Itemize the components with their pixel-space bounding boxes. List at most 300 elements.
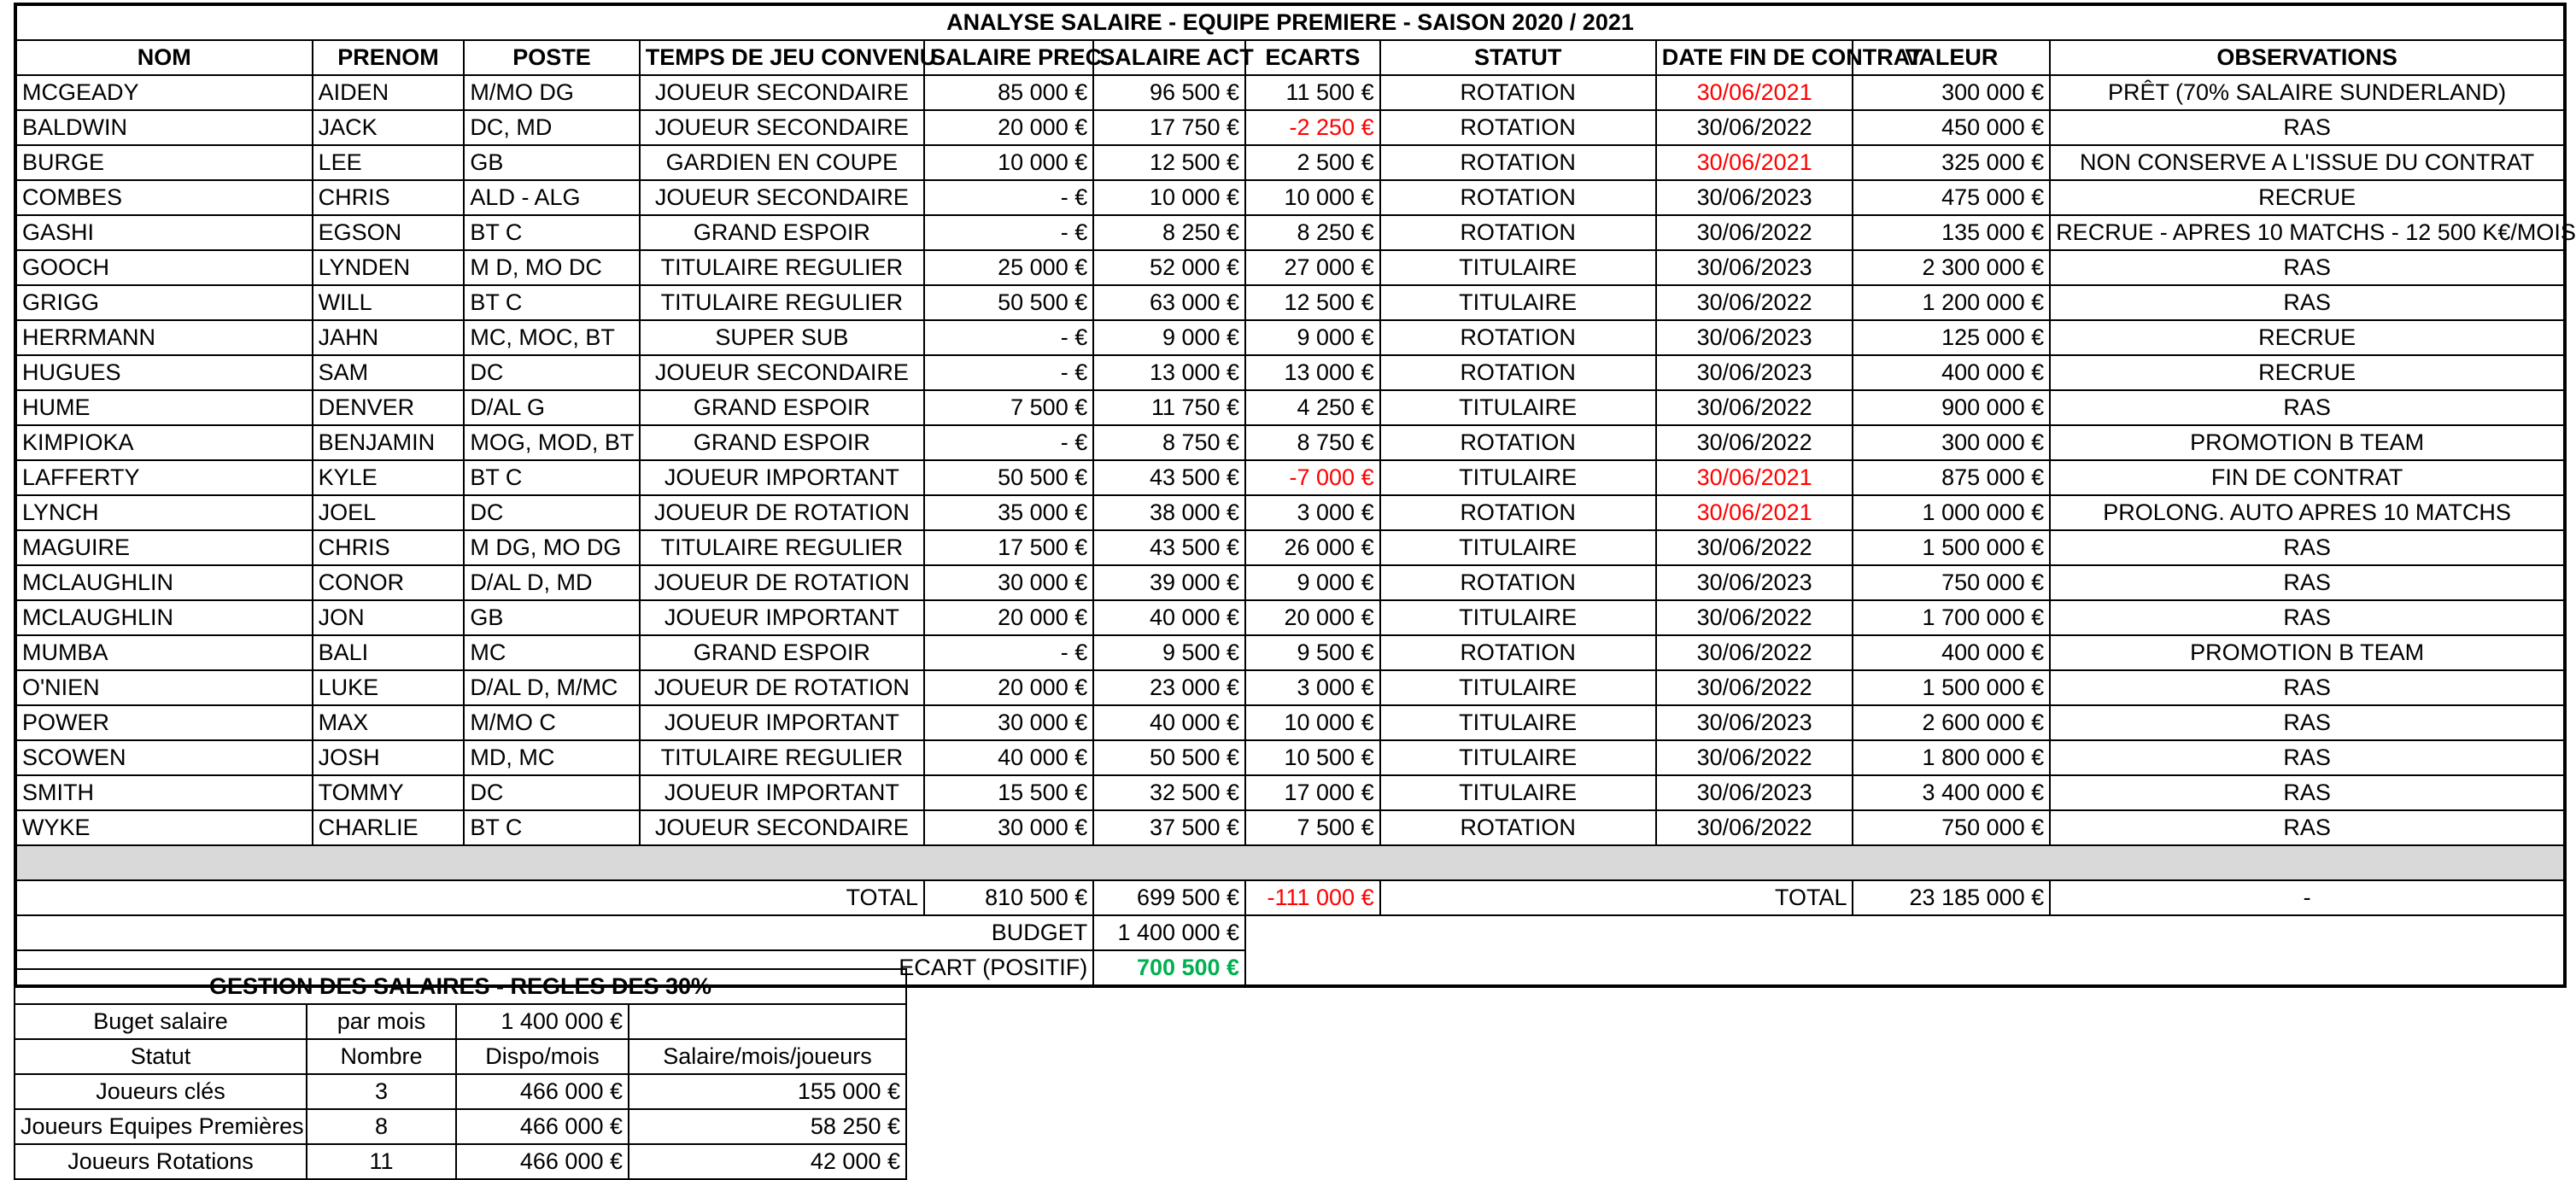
cell-temps-de-jeu: GRAND ESPOIR xyxy=(640,215,924,250)
header-observations: OBSERVATIONS xyxy=(2050,40,2565,75)
cell-observations: RAS xyxy=(2050,775,2565,810)
cell-valeur: 2 300 000 € xyxy=(1853,250,2050,285)
cell-poste: MC, MOC, BT xyxy=(464,320,639,355)
cell-statut: ROTATION xyxy=(1380,145,1656,180)
cell-poste: GB xyxy=(464,145,639,180)
cell-statut: ROTATION xyxy=(1380,495,1656,530)
management-title: GESTION DES SALAIRES - REGLES DES 30% xyxy=(15,969,906,1004)
management-budget-value: 1 400 000 € xyxy=(456,1004,629,1039)
cell-ecart: 10 500 € xyxy=(1245,740,1380,775)
cell-salaire-act: 23 000 € xyxy=(1093,670,1245,705)
cell-valeur: 325 000 € xyxy=(1853,145,2050,180)
cell-temps-de-jeu: TITULAIRE REGULIER xyxy=(640,740,924,775)
cell-statut: TITULAIRE xyxy=(1380,705,1656,740)
cell-salaire-act: 11 750 € xyxy=(1093,390,1245,425)
cell-prenom: CHRIS xyxy=(313,530,465,565)
cell-poste: M D, MO DC xyxy=(464,250,639,285)
cell-observations: RECRUE xyxy=(2050,320,2565,355)
cell-observations: PRÊT (70% SALAIRE SUNDERLAND) xyxy=(2050,75,2565,110)
cell-temps-de-jeu: JOUEUR IMPORTANT xyxy=(640,600,924,635)
cell-poste: MOG, MOD, BT xyxy=(464,425,639,460)
cell-prenom: CONOR xyxy=(313,565,465,600)
mgmt-cell-dispo: 466 000 € xyxy=(456,1074,629,1109)
ecart-positif-label: ECART (POSITIF) xyxy=(15,950,1093,986)
cell-valeur: 400 000 € xyxy=(1853,355,2050,390)
cell-prenom: KYLE xyxy=(313,460,465,495)
cell-salaire-act: 96 500 € xyxy=(1093,75,1245,110)
cell-salaire-prec: 10 000 € xyxy=(924,145,1093,180)
cell-prenom: JAHN xyxy=(313,320,465,355)
cell-observations: RAS xyxy=(2050,285,2565,320)
cell-salaire-act: 43 500 € xyxy=(1093,530,1245,565)
cell-poste: D/AL G xyxy=(464,390,639,425)
cell-salaire-act: 38 000 € xyxy=(1093,495,1245,530)
cell-prenom: LYNDEN xyxy=(313,250,465,285)
table-row xyxy=(15,250,2565,285)
cell-ecart: 11 500 € xyxy=(1245,75,1380,110)
cell-prenom: BENJAMIN xyxy=(313,425,465,460)
cell-salaire-act: 13 000 € xyxy=(1093,355,1245,390)
mgmt-cell-statut: Joueurs Equipes Premières xyxy=(15,1109,307,1144)
cell-observations: RAS xyxy=(2050,565,2565,600)
cell-date-fin: 30/06/2023 xyxy=(1656,775,1853,810)
cell-statut: TITULAIRE xyxy=(1380,530,1656,565)
cell-statut: TITULAIRE xyxy=(1380,460,1656,495)
cell-prenom: CHRIS xyxy=(313,180,465,215)
cell-ecart: -2 250 € xyxy=(1245,110,1380,145)
cell-ecart: 10 000 € xyxy=(1245,705,1380,740)
cell-salaire-prec: - € xyxy=(924,635,1093,670)
cell-salaire-prec: 30 000 € xyxy=(924,705,1093,740)
cell-temps-de-jeu: SUPER SUB xyxy=(640,320,924,355)
cell-prenom: TOMMY xyxy=(313,775,465,810)
cell-salaire-prec: 30 000 € xyxy=(924,565,1093,600)
cell-date-fin: 30/06/2023 xyxy=(1656,565,1853,600)
cell-prenom: JACK xyxy=(313,110,465,145)
cell-statut: ROTATION xyxy=(1380,180,1656,215)
mgmt-cell-dispo: 466 000 € xyxy=(456,1109,629,1144)
total-valeur-label: TOTAL xyxy=(1380,880,1853,915)
cell-date-fin: 30/06/2022 xyxy=(1656,425,1853,460)
cell-ecart: 9 000 € xyxy=(1245,565,1380,600)
cell-ecart: 26 000 € xyxy=(1245,530,1380,565)
cell-prenom: WILL xyxy=(313,285,465,320)
cell-date-fin: 30/06/2022 xyxy=(1656,740,1853,775)
budget-empty-area xyxy=(1245,915,2565,986)
table-row xyxy=(15,75,2565,110)
cell-statut: TITULAIRE xyxy=(1380,250,1656,285)
cell-prenom: SAM xyxy=(313,355,465,390)
mgmt-cell-statut: Joueurs Rotations xyxy=(15,1144,307,1179)
cell-nom: HERRMANN xyxy=(15,320,313,355)
cell-salaire-act: 37 500 € xyxy=(1093,810,1245,845)
cell-nom: KIMPIOKA xyxy=(15,425,313,460)
total-salaire-act: 699 500 € xyxy=(1093,880,1245,915)
table-row xyxy=(15,740,2565,775)
cell-valeur: 1 200 000 € xyxy=(1853,285,2050,320)
cell-nom: GOOCH xyxy=(15,250,313,285)
cell-poste: MC xyxy=(464,635,639,670)
cell-valeur: 300 000 € xyxy=(1853,75,2050,110)
cell-poste: D/AL D, M/MC xyxy=(464,670,639,705)
cell-temps-de-jeu: JOUEUR IMPORTANT xyxy=(640,460,924,495)
header-valeur: VALEUR xyxy=(1853,40,2050,75)
cell-valeur: 1 800 000 € xyxy=(1853,740,2050,775)
cell-salaire-prec: 50 500 € xyxy=(924,460,1093,495)
cell-date-fin: 30/06/2022 xyxy=(1656,670,1853,705)
cell-nom: BURGE xyxy=(15,145,313,180)
cell-observations: RAS xyxy=(2050,250,2565,285)
cell-observations: RAS xyxy=(2050,810,2565,845)
cell-salaire-act: 17 750 € xyxy=(1093,110,1245,145)
cell-date-fin: 30/06/2022 xyxy=(1656,635,1853,670)
header-row xyxy=(15,40,2565,75)
header-nom: NOM xyxy=(15,40,313,75)
total-observations: - xyxy=(2050,880,2565,915)
cell-salaire-prec: 17 500 € xyxy=(924,530,1093,565)
cell-valeur: 3 400 000 € xyxy=(1853,775,2050,810)
table-row xyxy=(15,425,2565,460)
cell-observations: PROLONG. AUTO APRES 10 MATCHS xyxy=(2050,495,2565,530)
separator-row xyxy=(15,845,2565,880)
cell-salaire-act: 8 250 € xyxy=(1093,215,1245,250)
table-row xyxy=(15,460,2565,495)
cell-temps-de-jeu: GRAND ESPOIR xyxy=(640,390,924,425)
table-row xyxy=(15,145,2565,180)
cell-ecart: 3 000 € xyxy=(1245,495,1380,530)
cell-temps-de-jeu: TITULAIRE REGULIER xyxy=(640,250,924,285)
table-row xyxy=(15,320,2565,355)
cell-date-fin: 30/06/2021 xyxy=(1656,145,1853,180)
table-row xyxy=(15,670,2565,705)
cell-ecart: 7 500 € xyxy=(1245,810,1380,845)
cell-nom: GRIGG xyxy=(15,285,313,320)
cell-poste: DC xyxy=(464,355,639,390)
cell-temps-de-jeu: GARDIEN EN COUPE xyxy=(640,145,924,180)
ecart-positif-value: 700 500 € xyxy=(1093,950,1245,986)
cell-nom: MCLAUGHLIN xyxy=(15,565,313,600)
total-label: TOTAL xyxy=(15,880,924,915)
table-row xyxy=(15,530,2565,565)
table-row xyxy=(15,775,2565,810)
cell-salaire-prec: 20 000 € xyxy=(924,110,1093,145)
cell-prenom: JON xyxy=(313,600,465,635)
cell-poste: M/MO DG xyxy=(464,75,639,110)
cell-ecart: 12 500 € xyxy=(1245,285,1380,320)
cell-observations: RAS xyxy=(2050,670,2565,705)
management-header-statut: Statut xyxy=(15,1039,307,1074)
cell-salaire-act: 10 000 € xyxy=(1093,180,1245,215)
cell-valeur: 1 500 000 € xyxy=(1853,670,2050,705)
table-row xyxy=(15,810,2565,845)
cell-observations: RAS xyxy=(2050,705,2565,740)
cell-valeur: 1 700 000 € xyxy=(1853,600,2050,635)
table-row xyxy=(15,390,2565,425)
table-row xyxy=(15,635,2565,670)
total-row xyxy=(15,880,2565,915)
cell-statut: ROTATION xyxy=(1380,810,1656,845)
cell-temps-de-jeu: TITULAIRE REGULIER xyxy=(640,285,924,320)
cell-salaire-act: 8 750 € xyxy=(1093,425,1245,460)
header-prenom: PRENOM xyxy=(313,40,465,75)
cell-salaire-prec: 35 000 € xyxy=(924,495,1093,530)
cell-salaire-prec: - € xyxy=(924,355,1093,390)
cell-valeur: 125 000 € xyxy=(1853,320,2050,355)
cell-statut: ROTATION xyxy=(1380,565,1656,600)
cell-observations: PROMOTION B TEAM xyxy=(2050,425,2565,460)
cell-nom: LAFFERTY xyxy=(15,460,313,495)
cell-salaire-act: 40 000 € xyxy=(1093,705,1245,740)
cell-date-fin: 30/06/2021 xyxy=(1656,75,1853,110)
cell-nom: WYKE xyxy=(15,810,313,845)
mgmt-cell-salaire: 58 250 € xyxy=(629,1109,906,1144)
cell-statut: TITULAIRE xyxy=(1380,775,1656,810)
table-row xyxy=(15,215,2565,250)
cell-prenom: BALI xyxy=(313,635,465,670)
cell-valeur: 750 000 € xyxy=(1853,565,2050,600)
cell-statut: TITULAIRE xyxy=(1380,390,1656,425)
cell-statut: ROTATION xyxy=(1380,75,1656,110)
cell-date-fin: 30/06/2023 xyxy=(1656,250,1853,285)
total-salaire-prec: 810 500 € xyxy=(924,880,1093,915)
mgmt-cell-salaire: 155 000 € xyxy=(629,1074,906,1109)
cell-valeur: 400 000 € xyxy=(1853,635,2050,670)
cell-observations: RECRUE xyxy=(2050,180,2565,215)
cell-valeur: 875 000 € xyxy=(1853,460,2050,495)
cell-temps-de-jeu: JOUEUR SECONDAIRE xyxy=(640,355,924,390)
cell-prenom: EGSON xyxy=(313,215,465,250)
cell-nom: HUGUES xyxy=(15,355,313,390)
cell-valeur: 1 000 000 € xyxy=(1853,495,2050,530)
cell-valeur: 450 000 € xyxy=(1853,110,2050,145)
management-header-dispo: Dispo/mois xyxy=(456,1039,629,1074)
cell-temps-de-jeu: JOUEUR IMPORTANT xyxy=(640,705,924,740)
cell-salaire-act: 52 000 € xyxy=(1093,250,1245,285)
cell-statut: ROTATION xyxy=(1380,320,1656,355)
header-statut: STATUT xyxy=(1380,40,1656,75)
cell-salaire-prec: 20 000 € xyxy=(924,670,1093,705)
cell-nom: MCLAUGHLIN xyxy=(15,600,313,635)
cell-statut: TITULAIRE xyxy=(1380,285,1656,320)
cell-salaire-act: 40 000 € xyxy=(1093,600,1245,635)
header-salaire-prec: SALAIRE PREC. xyxy=(924,40,1093,75)
cell-prenom: DENVER xyxy=(313,390,465,425)
management-row xyxy=(15,1074,906,1109)
cell-observations: PROMOTION B TEAM xyxy=(2050,635,2565,670)
cell-date-fin: 30/06/2021 xyxy=(1656,460,1853,495)
cell-ecart: 13 000 € xyxy=(1245,355,1380,390)
cell-ecart: 9 000 € xyxy=(1245,320,1380,355)
cell-statut: TITULAIRE xyxy=(1380,740,1656,775)
cell-nom: MAGUIRE xyxy=(15,530,313,565)
cell-salaire-prec: 40 000 € xyxy=(924,740,1093,775)
header-temps-de-jeu: TEMPS DE JEU CONVENU xyxy=(640,40,924,75)
cell-statut: ROTATION xyxy=(1380,355,1656,390)
salary-management-table xyxy=(14,968,907,1180)
cell-valeur: 750 000 € xyxy=(1853,810,2050,845)
management-header-row xyxy=(15,1039,906,1074)
mgmt-cell-dispo: 466 000 € xyxy=(456,1144,629,1179)
table-row xyxy=(15,565,2565,600)
mgmt-cell-nombre: 8 xyxy=(307,1109,456,1144)
header-salaire-act: SALAIRE ACT xyxy=(1093,40,1245,75)
cell-poste: DC xyxy=(464,775,639,810)
cell-salaire-prec: 30 000 € xyxy=(924,810,1093,845)
cell-date-fin: 30/06/2022 xyxy=(1656,215,1853,250)
cell-prenom: AIDEN xyxy=(313,75,465,110)
cell-nom: HUME xyxy=(15,390,313,425)
cell-temps-de-jeu: JOUEUR SECONDAIRE xyxy=(640,110,924,145)
cell-poste: DC xyxy=(464,495,639,530)
cell-nom: SCOWEN xyxy=(15,740,313,775)
cell-temps-de-jeu: JOUEUR SECONDAIRE xyxy=(640,75,924,110)
cell-salaire-prec: - € xyxy=(924,320,1093,355)
cell-observations: NON CONSERVE A L'ISSUE DU CONTRAT xyxy=(2050,145,2565,180)
sheet-title: ANALYSE SALAIRE - EQUIPE PREMIERE - SAISON 2020 / 2021 xyxy=(15,4,2565,40)
cell-valeur: 135 000 € xyxy=(1853,215,2050,250)
cell-poste: M/MO C xyxy=(464,705,639,740)
cell-ecart: 17 000 € xyxy=(1245,775,1380,810)
cell-nom: POWER xyxy=(15,705,313,740)
cell-poste: DC, MD xyxy=(464,110,639,145)
cell-ecart: 8 750 € xyxy=(1245,425,1380,460)
cell-poste: BT C xyxy=(464,460,639,495)
cell-salaire-act: 43 500 € xyxy=(1093,460,1245,495)
cell-salaire-act: 50 500 € xyxy=(1093,740,1245,775)
management-budget-label: Buget salaire xyxy=(15,1004,307,1039)
header-date-fin: DATE FIN DE CONTRAT xyxy=(1656,40,1853,75)
management-header-salaire: Salaire/mois/joueurs xyxy=(629,1039,906,1074)
cell-salaire-prec: 50 500 € xyxy=(924,285,1093,320)
cell-temps-de-jeu: JOUEUR IMPORTANT xyxy=(640,775,924,810)
budget-row xyxy=(15,915,2565,950)
cell-salaire-prec: 15 500 € xyxy=(924,775,1093,810)
cell-salaire-act: 12 500 € xyxy=(1093,145,1245,180)
cell-ecart: 10 000 € xyxy=(1245,180,1380,215)
cell-ecart: 20 000 € xyxy=(1245,600,1380,635)
cell-date-fin: 30/06/2023 xyxy=(1656,320,1853,355)
cell-prenom: JOEL xyxy=(313,495,465,530)
management-row xyxy=(15,1109,906,1144)
cell-ecart: 2 500 € xyxy=(1245,145,1380,180)
table-row xyxy=(15,600,2565,635)
cell-statut: TITULAIRE xyxy=(1380,670,1656,705)
budget-label: BUDGET xyxy=(15,915,1093,950)
cell-temps-de-jeu: GRAND ESPOIR xyxy=(640,425,924,460)
cell-salaire-prec: 20 000 € xyxy=(924,600,1093,635)
cell-temps-de-jeu: GRAND ESPOIR xyxy=(640,635,924,670)
cell-statut: TITULAIRE xyxy=(1380,600,1656,635)
cell-salaire-prec: 7 500 € xyxy=(924,390,1093,425)
cell-salaire-act: 9 500 € xyxy=(1093,635,1245,670)
cell-valeur: 300 000 € xyxy=(1853,425,2050,460)
budget-value: 1 400 000 € xyxy=(1093,915,1245,950)
table-row xyxy=(15,355,2565,390)
cell-prenom: MAX xyxy=(313,705,465,740)
cell-date-fin: 30/06/2023 xyxy=(1656,355,1853,390)
mgmt-cell-salaire: 42 000 € xyxy=(629,1144,906,1179)
cell-poste: BT C xyxy=(464,285,639,320)
cell-nom: GASHI xyxy=(15,215,313,250)
cell-poste: D/AL D, MD xyxy=(464,565,639,600)
management-budget-row xyxy=(15,1004,906,1039)
cell-valeur: 1 500 000 € xyxy=(1853,530,2050,565)
table-row xyxy=(15,180,2565,215)
cell-ecart: 27 000 € xyxy=(1245,250,1380,285)
cell-temps-de-jeu: TITULAIRE REGULIER xyxy=(640,530,924,565)
cell-temps-de-jeu: JOUEUR SECONDAIRE xyxy=(640,180,924,215)
cell-salaire-prec: 25 000 € xyxy=(924,250,1093,285)
mgmt-cell-nombre: 11 xyxy=(307,1144,456,1179)
cell-date-fin: 30/06/2022 xyxy=(1656,110,1853,145)
total-valeur: 23 185 000 € xyxy=(1853,880,2050,915)
header-ecarts: ECARTS xyxy=(1245,40,1380,75)
cell-nom: LYNCH xyxy=(15,495,313,530)
cell-date-fin: 30/06/2022 xyxy=(1656,530,1853,565)
cell-temps-de-jeu: JOUEUR DE ROTATION xyxy=(640,670,924,705)
management-empty-cell xyxy=(629,1004,906,1039)
table-row xyxy=(15,110,2565,145)
cell-statut: ROTATION xyxy=(1380,110,1656,145)
management-header-nombre: Nombre xyxy=(307,1039,456,1074)
cell-date-fin: 30/06/2022 xyxy=(1656,600,1853,635)
mgmt-cell-statut: Joueurs clés xyxy=(15,1074,307,1109)
cell-prenom: LEE xyxy=(313,145,465,180)
cell-nom: O'NIEN xyxy=(15,670,313,705)
cell-date-fin: 30/06/2021 xyxy=(1656,495,1853,530)
cell-observations: RAS xyxy=(2050,740,2565,775)
cell-date-fin: 30/06/2023 xyxy=(1656,180,1853,215)
cell-ecart: -7 000 € xyxy=(1245,460,1380,495)
cell-poste: BT C xyxy=(464,810,639,845)
cell-salaire-act: 63 000 € xyxy=(1093,285,1245,320)
header-poste: POSTE xyxy=(464,40,639,75)
cell-date-fin: 30/06/2022 xyxy=(1656,810,1853,845)
cell-date-fin: 30/06/2022 xyxy=(1656,285,1853,320)
management-row xyxy=(15,1144,906,1179)
mgmt-cell-nombre: 3 xyxy=(307,1074,456,1109)
cell-valeur: 900 000 € xyxy=(1853,390,2050,425)
cell-nom: MCGEADY xyxy=(15,75,313,110)
cell-poste: BT C xyxy=(464,215,639,250)
cell-poste: GB xyxy=(464,600,639,635)
cell-observations: RAS xyxy=(2050,530,2565,565)
cell-statut: ROTATION xyxy=(1380,425,1656,460)
cell-date-fin: 30/06/2022 xyxy=(1656,390,1853,425)
salary-analysis-table xyxy=(14,3,2576,988)
cell-observations: RAS xyxy=(2050,600,2565,635)
cell-prenom: JOSH xyxy=(313,740,465,775)
cell-salaire-prec: 85 000 € xyxy=(924,75,1093,110)
cell-nom: MUMBA xyxy=(15,635,313,670)
separator-cell xyxy=(15,845,2565,880)
cell-ecart: 3 000 € xyxy=(1245,670,1380,705)
cell-temps-de-jeu: JOUEUR DE ROTATION xyxy=(640,495,924,530)
cell-salaire-prec: - € xyxy=(924,180,1093,215)
cell-observations: RECRUE - APRES 10 MATCHS - 12 500 K€/MOIS xyxy=(2050,215,2565,250)
cell-valeur: 2 600 000 € xyxy=(1853,705,2050,740)
cell-salaire-prec: - € xyxy=(924,425,1093,460)
cell-observations: RAS xyxy=(2050,110,2565,145)
cell-observations: RECRUE xyxy=(2050,355,2565,390)
cell-salaire-act: 9 000 € xyxy=(1093,320,1245,355)
cell-ecart: 9 500 € xyxy=(1245,635,1380,670)
table-row xyxy=(15,705,2565,740)
cell-date-fin: 30/06/2023 xyxy=(1656,705,1853,740)
cell-salaire-act: 39 000 € xyxy=(1093,565,1245,600)
cell-valeur: 475 000 € xyxy=(1853,180,2050,215)
cell-prenom: CHARLIE xyxy=(313,810,465,845)
